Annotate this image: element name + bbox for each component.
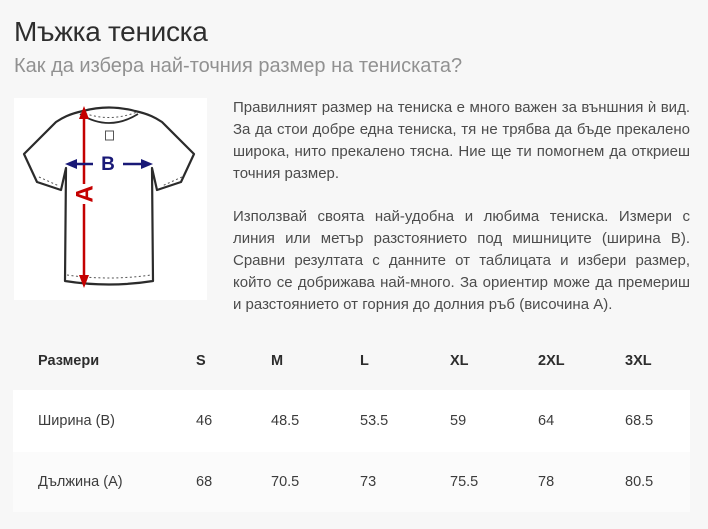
height-arrow-label-a: A: [71, 185, 99, 203]
size-table-header-row: [13, 332, 690, 390]
description-paragraph-1: Правилният размер на тениска е много важен за външния ѝ вид. За да стои добре една тениска, тя не трябва да бъде прекалено широка, нито прекалено тясна. Ние ще ти помогнем да откриеш точния размер.: [233, 99, 690, 182]
tshirt-outline: [24, 108, 194, 285]
tshirt-measurement-figure: [14, 98, 207, 300]
length-value-2xl: 78: [538, 474, 555, 490]
row-label-width: Ширина (B): [38, 413, 115, 429]
size-table: [13, 332, 690, 512]
header-cell-sizes: Размери: [38, 353, 100, 369]
page-title: Мъжка тениска: [14, 16, 208, 47]
page-subtitle: Как да избера най-точния размер на тениската?: [14, 55, 463, 77]
length-value-xl: 75.5: [450, 474, 479, 490]
table-row-width: [13, 390, 690, 452]
size-guide-description: [233, 97, 690, 316]
header-cell-2xl: 2XL: [538, 353, 565, 369]
width-value-3xl: 68.5: [625, 413, 654, 429]
header-cell-3xl: 3XL: [625, 353, 652, 369]
header-cell-xl: XL: [450, 353, 469, 369]
description-paragraph-2: Използвай своята най-удобна и любима тениска. Измери с линия или метър разстоянието под мишниците (ширина B). Сравни резултата с данните от таблицата и избери размер, който се добрижава най-много. За ориентир може да премериш и разстоянието от горния до долния ръб (височина A).: [233, 208, 690, 313]
width-value-l: 53.5: [360, 413, 389, 429]
width-value-s: 46: [196, 413, 213, 429]
header-cell-m: M: [271, 353, 284, 369]
length-value-3xl: 80.5: [625, 474, 654, 490]
length-value-s: 68: [196, 474, 213, 490]
row-label-length: Дължина (A): [38, 474, 123, 490]
tshirt-diagram-svg: [14, 98, 207, 300]
width-arrow-label-b: B: [101, 154, 115, 175]
header-cell-l: L: [360, 353, 369, 369]
length-value-m: 70.5: [271, 474, 300, 490]
width-value-xl: 59: [450, 413, 467, 429]
table-row-length: [13, 452, 690, 512]
width-value-2xl: 64: [538, 413, 555, 429]
header-cell-s: S: [196, 353, 206, 369]
length-value-l: 73: [360, 474, 377, 490]
width-value-m: 48.5: [271, 413, 300, 429]
